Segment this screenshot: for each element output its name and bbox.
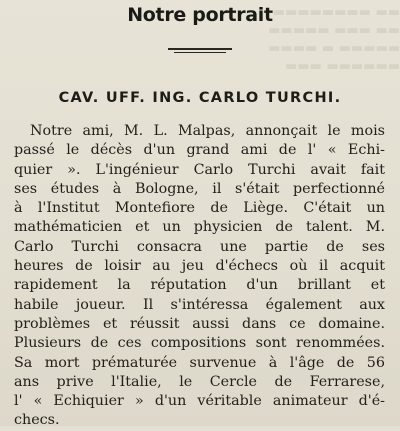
article-line: checs. (14, 412, 60, 429)
portrait-subject-title: CAV. UFF. ING. CARLO TURCHI. (58, 90, 342, 106)
section-heading: Notre portrait (127, 4, 273, 26)
article-line: ans prive l'Italie, le Cercle de Ferrarese, (14, 373, 385, 390)
article-line: passé le décès d'un grand ami de l' « Echi- (14, 142, 385, 159)
article-body (14, 122, 385, 431)
article-line: Plusieurs de ces compositions sont renommées. (14, 335, 385, 352)
article-line: ses études à Bologne, il s'était perfectionné (14, 180, 385, 197)
article-line: Notre ami, M. L. Malpas, annonçait le mois (30, 123, 385, 139)
article-line: Sa mort prématurée survenue à l'âge de 56 (14, 354, 385, 371)
article-line: problèmes et réussit aussi dans ce domaine. (14, 315, 385, 332)
decorative-rule (168, 48, 232, 50)
article-line: habile joueur. Il s'intéressa également aux (14, 296, 385, 313)
article-line: rapidement la réputation d'un brillant et (14, 277, 385, 294)
article-line: Carlo Turchi consacra une partie de ses (14, 238, 385, 255)
bleed-through-shadow: ▬▬ ▬▬▬▬▬▬▬▬ ▬▬ ▬▬▬ ▬▬▬▬▬ ▬▬▬▬▬ ▬ ▬▬▬▬ ▬▬▬▬▬▬ ▬▬▬ (268, 5, 400, 74)
article-line: quier ». L'ingénieur Carlo Turchi avait fait (14, 161, 385, 178)
article-line: mathématicien et un physicien de talent. M. (14, 219, 385, 236)
article-line: l' « Echiquier » d'un véritable animateur d'é- (14, 393, 385, 410)
article-line: à l'Institut Montefiore de Liège. C'était un (14, 200, 385, 217)
article-line: heures de loisir au jeu d'échecs où il acquit (14, 258, 385, 275)
